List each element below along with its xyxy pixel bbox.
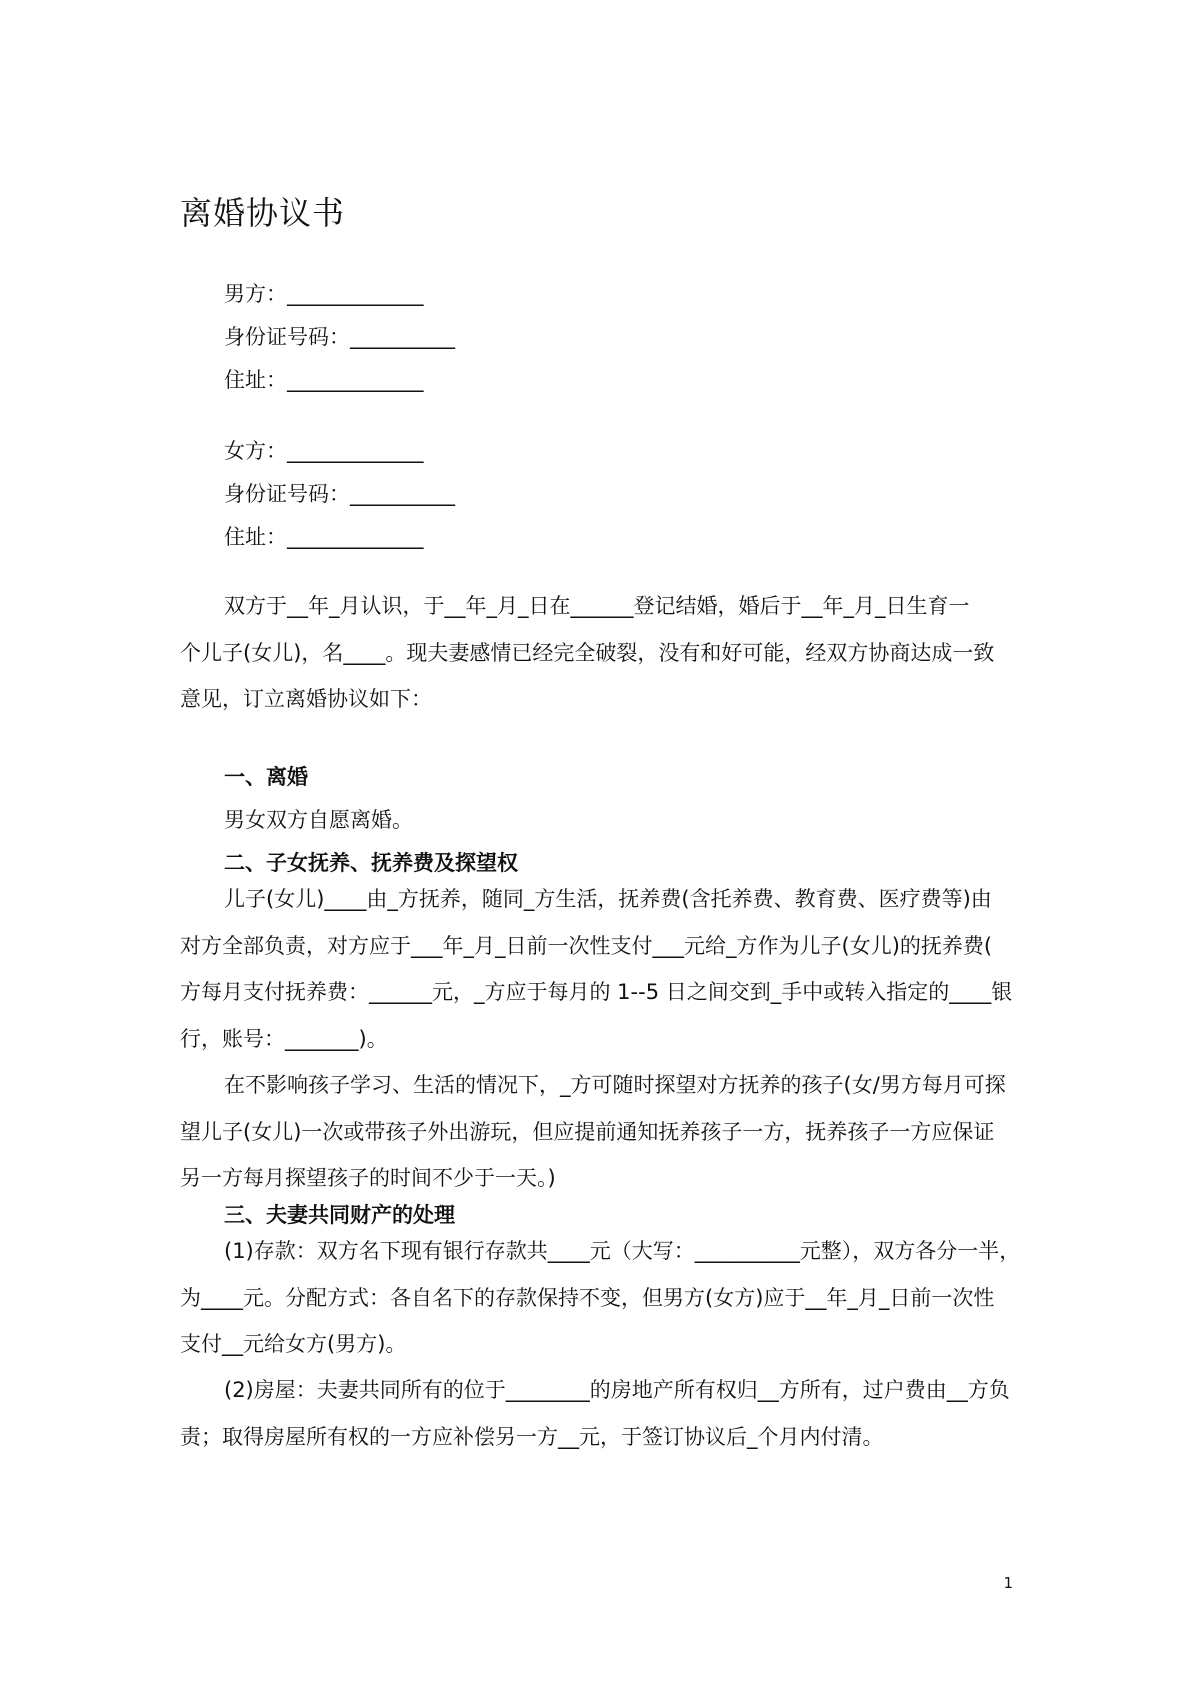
paragraph-line: 另一方每月探望孩子的时间不少于一天。) bbox=[180, 1166, 556, 1190]
male-id-field: 身份证号码：__________ bbox=[224, 325, 455, 349]
paragraph-line: 对方全部负责，对方应于___年_月_日前一次性支付___元给_方作为儿子(女儿)的抚养费( bbox=[180, 933, 993, 958]
male-name-field: 男方：_____________ bbox=[224, 282, 424, 306]
preamble-line: 意见，订立离婚协议如下： bbox=[180, 687, 432, 711]
children-custody-paragraph bbox=[180, 876, 1012, 1062]
paragraph-line: 责；取得房屋所有权的一方应补偿另一方__元，于签订协议后_个月内付清。 bbox=[180, 1424, 884, 1449]
document-title: 离婚协议书 bbox=[180, 194, 346, 232]
preamble-paragraph bbox=[180, 583, 994, 723]
deposit-paragraph bbox=[180, 1228, 1020, 1368]
paragraph-line: 儿子(女儿)____由_方抚养，随同_方生活，抚养费(含托养费、教育费、医疗费等)由 bbox=[224, 887, 992, 911]
section-heading-children: 二、子女抚养、抚养费及探望权 bbox=[224, 851, 518, 875]
preamble-line: 双方于__年_月认识，于__年_月_日在______登记结婚，婚后于__年_月_日生育一 bbox=[224, 594, 970, 618]
paragraph-line: 行，账号：_______)。 bbox=[180, 1026, 388, 1051]
section-heading-property: 三、夫妻共同财产的处理 bbox=[224, 1203, 455, 1227]
section-heading-divorce: 一、离婚 bbox=[224, 765, 308, 789]
male-address-field: 住址：_____________ bbox=[224, 368, 424, 392]
paragraph-line: 望儿子(女儿)一次或带孩子外出游玩，但应提前通知抚养孩子一方，抚养孩子一方应保证 bbox=[180, 1119, 995, 1144]
page-number: 1 bbox=[1003, 1574, 1013, 1592]
paragraph-line: (1)存款：双方名下现有银行存款共____元（大写：__________元整），双方各分一半， bbox=[224, 1239, 1021, 1263]
section-body-divorce: 男女双方自愿离婚。 bbox=[224, 808, 413, 832]
house-paragraph bbox=[180, 1367, 1010, 1460]
preamble-line: 个儿子(女儿)，名____。现夫妻感情已经完全破裂，没有和好可能，经双方协商达成一致 bbox=[180, 640, 995, 665]
female-id-field: 身份证号码：__________ bbox=[224, 482, 455, 506]
paragraph-line: (2)房屋：夫妻共同所有的位于________的房地产所有权归__方所有，过户费由__方负 bbox=[224, 1378, 1010, 1402]
female-name-field: 女方：_____________ bbox=[224, 439, 424, 463]
paragraph-line: 支付__元给女方(男方)。 bbox=[180, 1332, 407, 1356]
paragraph-line: 在不影响孩子学习、生活的情况下，_方可随时探望对方抚养的孩子(女/男方每月可探 bbox=[224, 1073, 1006, 1097]
female-address-field: 住址：_____________ bbox=[224, 525, 424, 549]
paragraph-line: 方每月支付抚养费：______元，_方应于每月的 1--5 日之间交到_手中或转入指定的____银 bbox=[180, 980, 1013, 1004]
visitation-paragraph bbox=[180, 1062, 1006, 1202]
paragraph-line: 为____元。分配方式：各自名下的存款保持不变，但男方(女方)应于__年_月_日前一次性 bbox=[180, 1285, 995, 1310]
